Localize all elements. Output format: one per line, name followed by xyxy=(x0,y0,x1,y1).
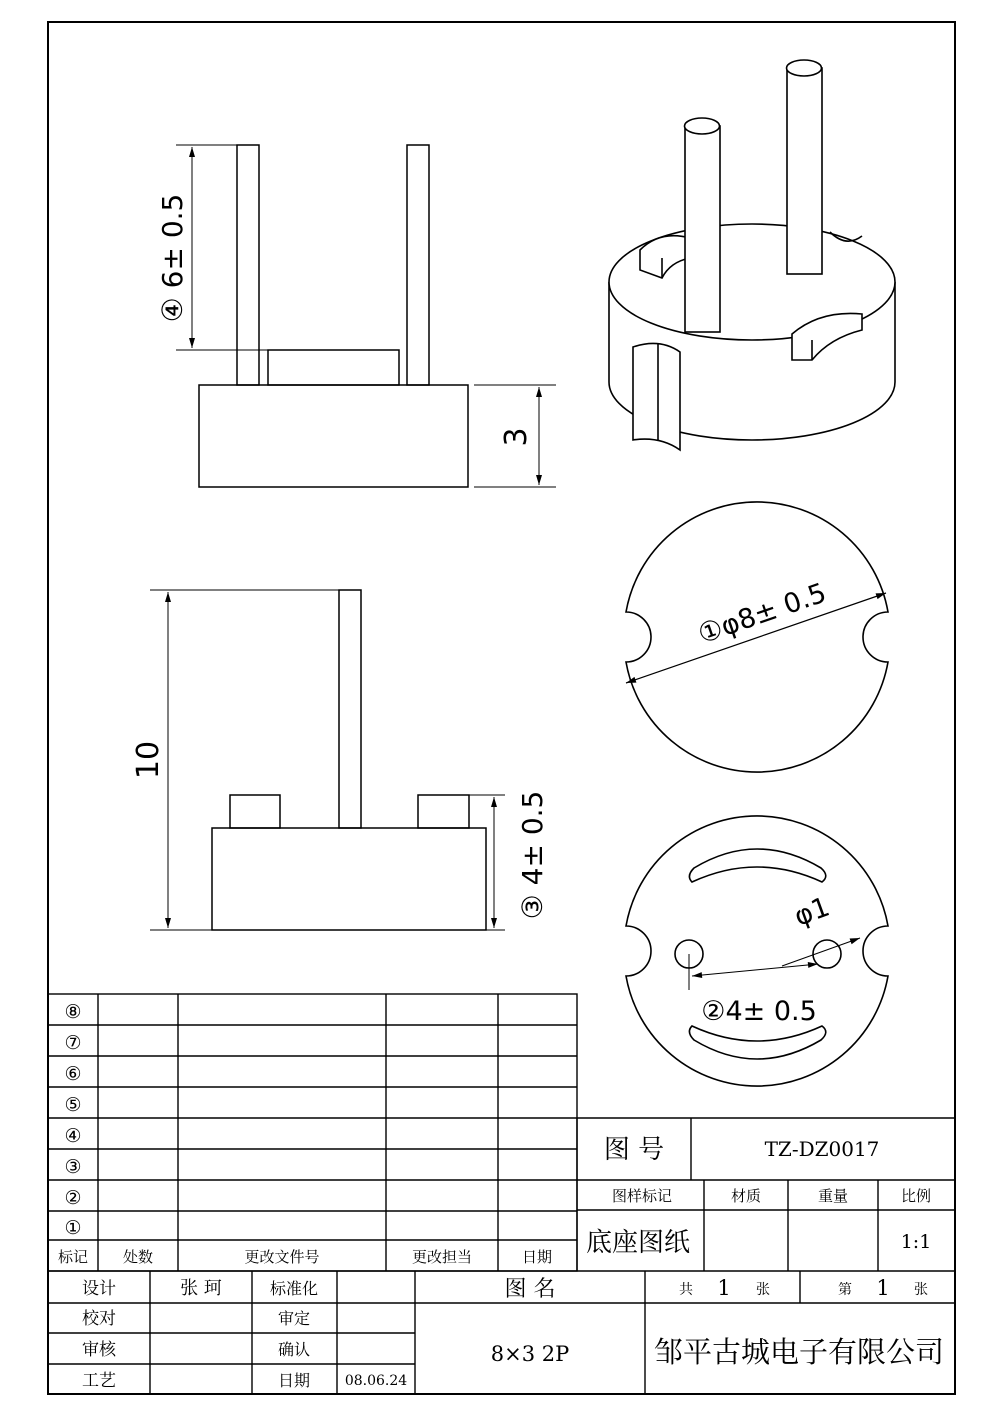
rev-mark-7: ⑦ xyxy=(64,1032,82,1054)
revision-marks xyxy=(64,1001,81,1239)
slot-top xyxy=(689,849,825,882)
dim-pin-spacing: ②4± 0.5 xyxy=(701,996,817,1027)
dim-base-height: 3 xyxy=(499,427,534,447)
top-view-outline xyxy=(626,502,888,772)
drawing-name-label: 图 名 xyxy=(504,1277,556,1302)
confirm-label: 确认 xyxy=(277,1340,311,1359)
side-boss-left xyxy=(230,795,280,828)
date-label: 日期 xyxy=(277,1371,311,1390)
isometric-view xyxy=(609,60,895,450)
rev-header-date: 日期 xyxy=(521,1248,553,1266)
bottom-view xyxy=(626,816,888,1086)
rev-mark-2: ② xyxy=(64,1187,82,1209)
total-sheets: 1 xyxy=(717,1276,731,1300)
standardize-label: 标准化 xyxy=(269,1279,319,1298)
dim-boss-height: ③ 4± 0.5 xyxy=(516,790,549,920)
review-label: 审核 xyxy=(82,1340,116,1360)
slot-bottom xyxy=(689,1026,825,1059)
sample-mark-label: 图样标记 xyxy=(611,1187,673,1205)
weight-label: 重量 xyxy=(817,1187,849,1205)
iso-notch-front xyxy=(633,343,680,450)
date-value: 08.06.24 xyxy=(344,1373,408,1389)
rev-header-docno: 更改文件号 xyxy=(244,1248,320,1266)
material-label: 材质 xyxy=(730,1187,762,1205)
sheet-no: 1 xyxy=(876,1276,890,1300)
scale-value: 1:1 xyxy=(900,1231,932,1253)
side-pin xyxy=(339,590,361,828)
drawing-title: 底座图纸 xyxy=(585,1228,691,1258)
dim-total-height: 10 xyxy=(131,740,166,780)
pin-right xyxy=(407,145,429,385)
pin-left xyxy=(237,145,259,385)
designer-name: 张 珂 xyxy=(180,1278,222,1299)
boss-center xyxy=(268,350,399,385)
rev-header-mark: 标记 xyxy=(57,1248,89,1266)
sheet-prefix: 第 xyxy=(838,1282,852,1298)
iso-pin-right xyxy=(787,68,822,274)
approve-label: 审定 xyxy=(277,1309,311,1328)
part-name: 8×3 2P xyxy=(490,1342,570,1366)
iso-pin-left xyxy=(685,126,720,332)
side-view xyxy=(150,590,505,930)
rev-mark-8: ⑧ xyxy=(64,1001,82,1023)
dim-pin-length: ④ 6± 0.5 xyxy=(156,193,189,323)
rev-mark-6: ⑥ xyxy=(64,1063,82,1085)
revision-headers xyxy=(58,1248,552,1266)
rev-mark-1: ① xyxy=(64,1217,82,1239)
rev-mark-4: ④ xyxy=(64,1125,82,1147)
bottom-view-outline xyxy=(626,816,888,1086)
design-label: 设计 xyxy=(82,1279,116,1299)
drawing-no: TZ-DZ0017 xyxy=(764,1137,880,1161)
side-base-body xyxy=(212,828,486,930)
rev-mark-3: ③ xyxy=(64,1156,82,1178)
side-boss-right xyxy=(418,795,469,828)
company-name: 邹平古城电子有限公司 xyxy=(653,1335,945,1369)
total-prefix: 共 xyxy=(679,1282,693,1298)
drawing-no-label: 图 号 xyxy=(603,1135,665,1165)
sheet-unit-1: 张 xyxy=(756,1282,770,1298)
scale-label: 比例 xyxy=(900,1187,932,1205)
top-view xyxy=(626,502,888,772)
rev-header-count: 处数 xyxy=(122,1248,154,1266)
base-body xyxy=(199,385,468,487)
rev-header-owner: 更改担当 xyxy=(411,1248,473,1266)
dim-pin-diameter: φ1 xyxy=(790,891,834,933)
dim-diameter: ①φ8± 0.5 xyxy=(694,577,831,651)
revision-table xyxy=(48,994,577,1271)
check-label: 校对 xyxy=(82,1309,116,1329)
rev-mark-5: ⑤ xyxy=(64,1094,82,1116)
process-label: 工艺 xyxy=(82,1371,116,1391)
sheet-unit-2: 张 xyxy=(914,1282,928,1298)
